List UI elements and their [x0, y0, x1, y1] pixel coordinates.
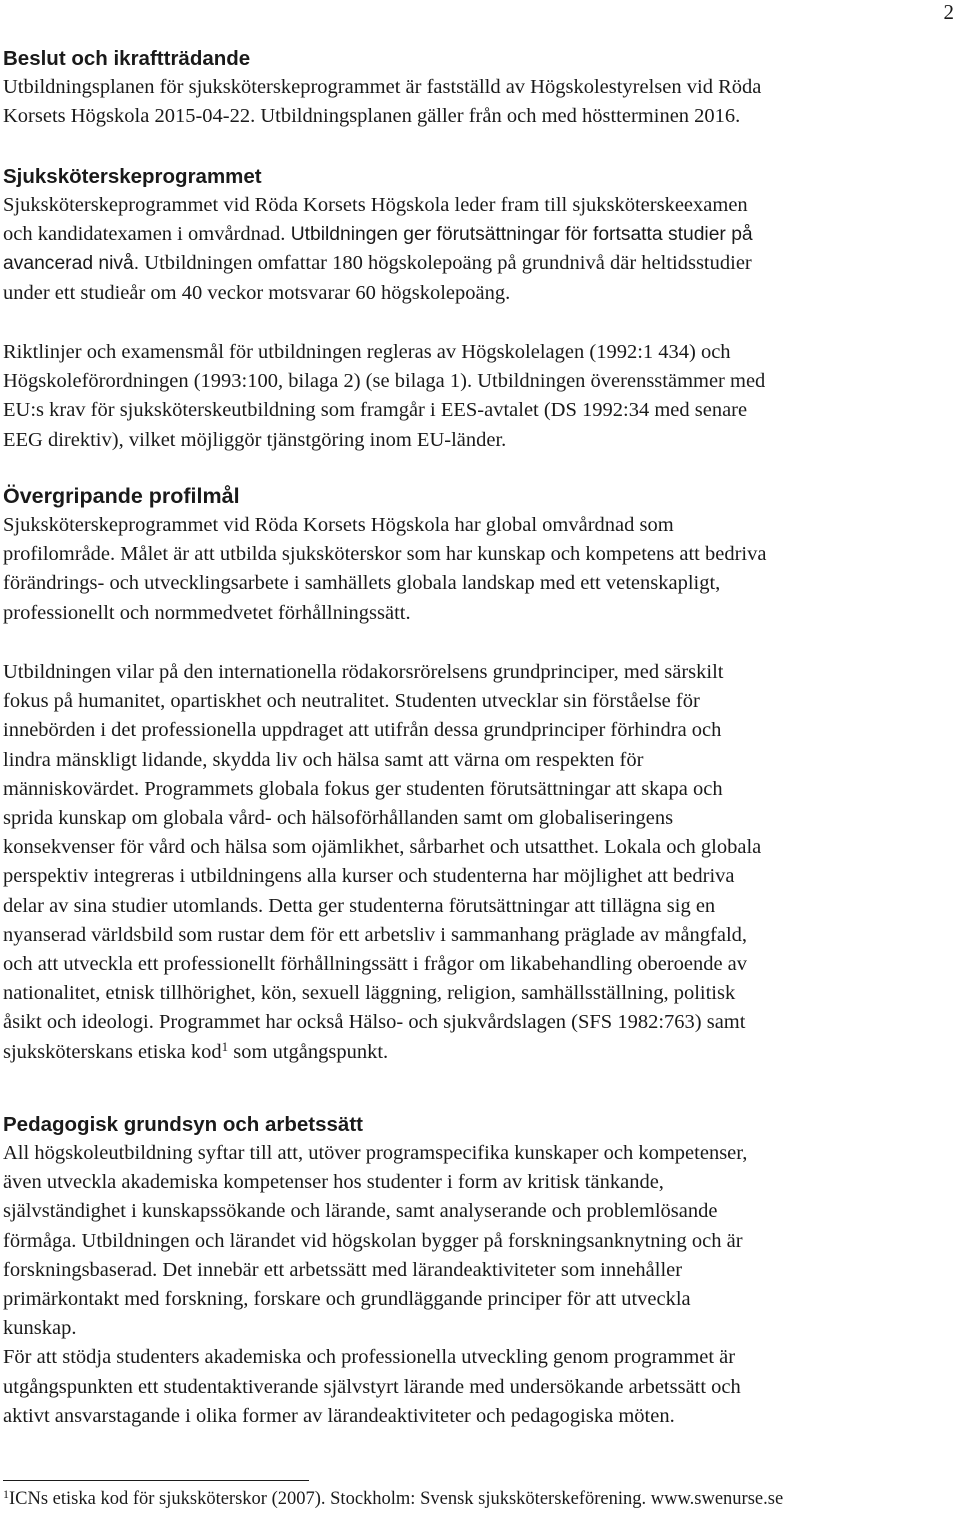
text-line: Riktlinjer och examensmål för utbildningen regleras av Högskolelagen (1992:1 434) och	[3, 341, 731, 363]
paragraph-pedagogy-2	[3, 1343, 933, 1431]
text-fragment: Utbildningen omfattar 180 högskolepoäng på grundnivå där heltidsstudier	[139, 252, 752, 275]
section-programme	[3, 162, 933, 308]
section-pedagogy	[3, 1110, 933, 1431]
paragraph-decision	[3, 73, 933, 131]
text-line: EEG direktiv), vilket möjliggör tjänstgöring inom EU-länder.	[3, 428, 507, 451]
text-line: nyanserad världsbild som rustar dem för ett arbetsliv i sammanhang präglade av mångfald,	[3, 923, 748, 946]
text-line: primärkontakt med forskning, forskare och grundläggande principer för att utveckla	[3, 1288, 691, 1311]
text-line: även utveckla akademiska kompetenser hos studenter i form av kritisk tänkande,	[3, 1171, 664, 1194]
text-line: aktivt ansvarstagande i olika former av lärandeaktiviteter och pedagogiska möten.	[3, 1404, 675, 1427]
text-line: EU:s krav för sjuksköterskeutbildning som framgår i EES-avtalet (DS 1992:34 med senare	[3, 399, 748, 422]
page-number: 2	[943, 0, 954, 24]
paragraph-profile-1	[3, 511, 933, 628]
footnote-reference[interactable]: 1	[221, 1038, 229, 1054]
text-fragment: och kandidatexamen i omvårdnad.	[3, 223, 286, 246]
section-heading-profile: Övergripande profilmål	[3, 484, 240, 508]
section-heading-pedagogy: Pedagogisk grundsyn och arbetssätt	[3, 1113, 363, 1136]
section-programme-regulations	[3, 338, 933, 455]
text-line: perspektiv integreras i utbildningens alla kurser och studenterna har möjlighet att bedriva	[3, 865, 735, 888]
text-line: profilområde. Målet är att utbilda sjuksköterskor som har kunskap och kompetens att bedriva	[3, 543, 767, 566]
text-line: delar av sina studier utomlands. Detta ger studenterna förutsättningar att tillägna sig en	[3, 894, 716, 917]
text-line: Sjuksköterskeprogrammet vid Röda Korsets Högskola har global omvårdnad som	[3, 514, 674, 536]
text-line: självständighet i kunskapssökande och lärande, samt analyserande och problemlösande	[3, 1200, 718, 1223]
text-line: åsikt och ideologi. Programmet har också Hälso- och sjukvårdslagen (SFS 1982:763) samt	[3, 1011, 746, 1034]
footnote	[3, 1487, 783, 1511]
paragraph-programme-regulations	[3, 338, 933, 455]
section-profile-principles	[3, 658, 933, 1067]
text-line: lindra mänskligt lidande, skydda liv och hälsa samt att värna om respekten för	[3, 748, 644, 771]
text-line: Korsets Högskola 2015-04-22. Utbildningsplanen gäller från och med höstterminen 2016.	[3, 105, 741, 128]
section-profile	[3, 482, 933, 628]
section-heading-decision: Beslut och ikraftträdande	[3, 47, 251, 70]
text-line: Högskoleförordningen (1993:100, bilaga 2) (se bilaga 1). Utbildningen överensstämmer med	[3, 370, 766, 393]
text-line: under ett studieår om 40 veckor motsvarar 60 högskolepoäng.	[3, 281, 511, 304]
footnote-divider	[3, 1480, 309, 1481]
text-line: forskningsbaserad. Det innebär ett arbetssätt med lärandeaktiviteter som innehåller	[3, 1258, 683, 1281]
paragraph-pedagogy-1	[3, 1139, 933, 1343]
text-fragment: Utbildningen ger förutsättningar för fortsatta studier på	[285, 224, 753, 246]
text-line: fokus på humanitet, opartiskhet och neutralitet. Studenten utvecklar sin förståelse för	[3, 690, 700, 713]
section-heading-programme: Sjuksköterskeprogrammet	[3, 165, 262, 188]
text-line	[3, 220, 933, 249]
text-line: För att stödja studenters akademiska och professionella utveckling genom programmet är	[3, 1346, 736, 1369]
text-fragment: sjuksköterskans etiska kod	[3, 1040, 222, 1063]
text-line: Sjuksköterskeprogrammet vid Röda Korsets Högskola leder fram till sjuksköterskeexamen	[3, 194, 748, 216]
text-line: innebörden i det professionella uppdraget att utifrån dessa grundprinciper förhindra och	[3, 719, 722, 742]
footnote-text: ICNs etiska kod för sjuksköterskor (2007). Stockholm: Svensk sjuksköterskeförening. www.swenurse.se	[9, 1489, 784, 1509]
paragraph-programme-intro	[3, 191, 933, 308]
text-line: Utbildningen vilar på den internationella rödakorsrörelsens grundprinciper, med särskilt	[3, 661, 724, 683]
text-line: nationalitet, etnisk tillhörighet, kön, sexuell läggning, religion, samhällsställning, politisk	[3, 982, 736, 1005]
section-decision	[3, 44, 933, 131]
text-line: Utbildningsplanen för sjuksköterskeprogrammet är fastställd av Högskolestyrelsen vid Röda	[3, 76, 762, 98]
text-line: människovärdet. Programmets globala fokus ger studenten förutsättningar att skapa och	[3, 777, 723, 800]
text-line: All högskoleutbildning syftar till att, utöver programspecifika kunskaper och kompetenser,	[3, 1142, 748, 1164]
text-fragment: som utgångspunkt.	[228, 1040, 389, 1063]
text-line: professionellt och normmedvetet förhållningssätt.	[3, 601, 411, 624]
paragraph-profile-2	[3, 658, 933, 1067]
text-line: och att utveckla ett professionellt förhållningssätt i frågor om likabehandling oberoende av	[3, 953, 748, 976]
text-fragment: avancerad nivå.	[3, 253, 140, 275]
text-line	[3, 249, 933, 278]
footnote-marker: 1	[3, 1487, 9, 1501]
text-line: konsekvenser för vård och hälsa som ojämlikhet, sårbarhet och utsatthet. Lokala och globala	[3, 836, 762, 859]
text-line	[3, 1038, 933, 1067]
text-line: utgångspunkten ett studentaktiverande självstyrt lärande med undersökande arbetssätt och	[3, 1375, 741, 1398]
text-line: sprida kunskap om globala vård- och hälsoförhållanden samt om globaliseringens	[3, 807, 674, 830]
text-line: förändrings- och utvecklingsarbete i samhällets globala landskap med ett vetenskapligt,	[3, 572, 721, 595]
text-line: förmåga. Utbildningen och lärandet vid högskolan bygger på forskningsanknytning och är	[3, 1229, 743, 1252]
text-line: kunskap.	[3, 1317, 77, 1340]
